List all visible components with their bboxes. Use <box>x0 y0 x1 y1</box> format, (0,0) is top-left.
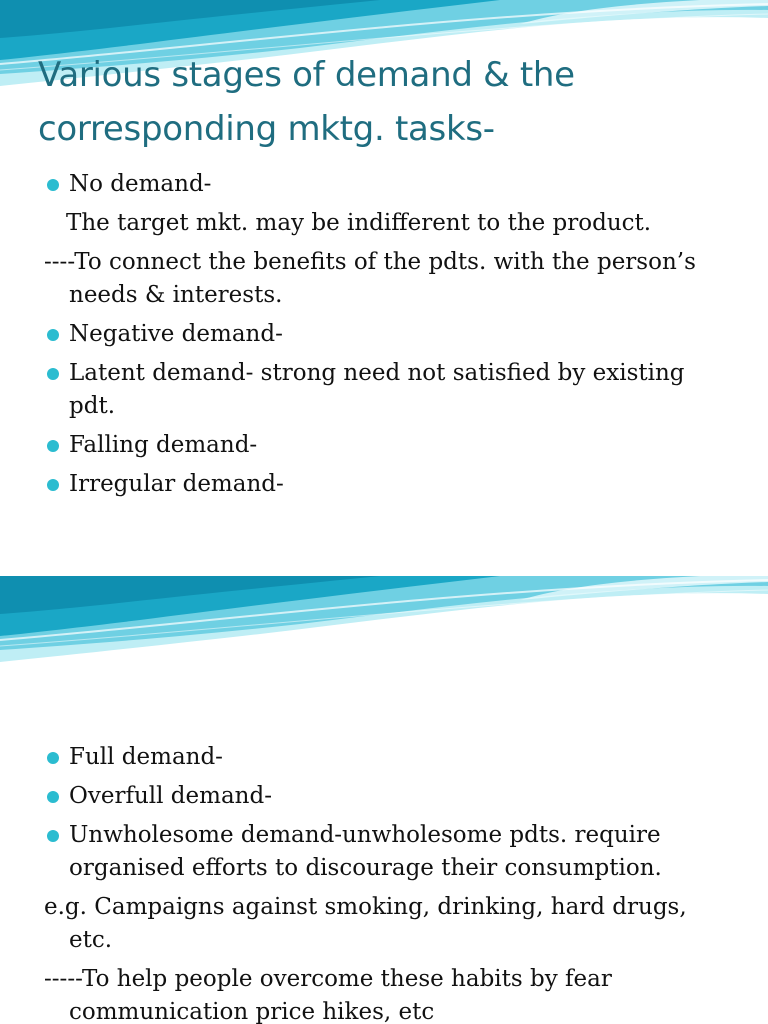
list-item-text: Negative demand- <box>69 321 283 347</box>
list-item <box>0 468 768 501</box>
bullet-dot-icon <box>47 329 59 341</box>
list-item-text: e.g. Campaigns against smoking, drinking, hard drugs, etc. <box>44 894 687 953</box>
list-item-text: No demand- <box>69 171 212 197</box>
slide-1-body <box>0 168 768 507</box>
list-item <box>0 741 768 774</box>
list-item-task <box>0 963 768 1024</box>
list-item-description <box>0 207 768 240</box>
list-item-text: -----To help people overcome these habits by fear communication price hikes, etc <box>44 966 612 1024</box>
bullet-dot-icon <box>47 368 59 380</box>
bullet-dot-icon <box>47 479 59 491</box>
list-item-text: Latent demand- strong need not satisfied by existing pdt. <box>69 360 685 419</box>
bullet-dot-icon <box>47 440 59 452</box>
list-item-task <box>0 246 768 312</box>
list-item <box>0 780 768 813</box>
slide-title: Various stages of demand & the corresponding mktg. tasks- <box>38 55 575 149</box>
list-item-text: Overfull demand- <box>69 783 272 809</box>
list-item-example <box>0 891 768 957</box>
list-item <box>0 318 768 351</box>
list-item-text: The target mkt. may be indifferent to the product. <box>66 210 652 236</box>
slide-2-body <box>0 741 768 1024</box>
list-item <box>0 819 768 885</box>
list-item-text: Full demand- <box>69 744 223 770</box>
bullet-dot-icon <box>47 752 59 764</box>
list-item <box>0 429 768 462</box>
bullet-dot-icon <box>47 830 59 842</box>
bullet-dot-icon <box>47 791 59 803</box>
list-item-text: Falling demand- <box>69 432 258 458</box>
list-item <box>0 168 768 201</box>
list-item-text: Irregular demand- <box>69 471 284 497</box>
slide-2 <box>0 576 768 1024</box>
wave-header-decoration <box>0 576 768 676</box>
list-item-text: Unwholesome demand-unwholesome pdts. require organised efforts to discourage their consumption. <box>69 822 662 881</box>
bullet-dot-icon <box>47 179 59 191</box>
list-item <box>0 357 768 423</box>
list-item-text: ----To connect the benefits of the pdts. with the person’s needs & interests. <box>44 249 696 308</box>
